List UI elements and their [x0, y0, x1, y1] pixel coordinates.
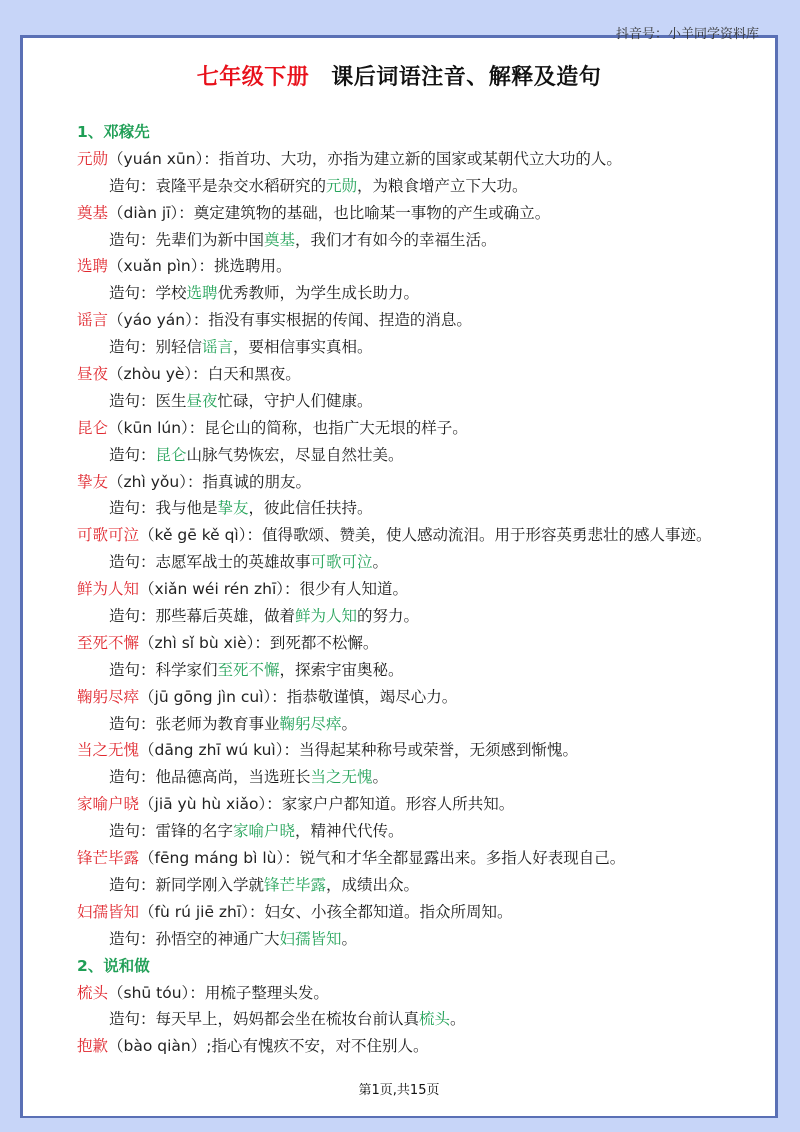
example-highlight: 梳头: [419, 1010, 451, 1029]
page-title: [23, 60, 775, 91]
example-label: 造句：: [109, 338, 156, 357]
vocab-separator: ：: [248, 902, 265, 921]
example-before: 张老师为教育事业: [155, 714, 280, 733]
vocab-separator: ：: [188, 418, 205, 437]
example-after: ，为粮食增产立下大功。: [357, 176, 528, 195]
vocab-definition: 昆仑山的简称，也指广大无垠的样子。: [204, 418, 468, 437]
example-label: 造句：: [109, 822, 156, 841]
example-label: 造句：: [109, 768, 156, 787]
section-heading: 2、说和做: [77, 956, 150, 975]
vocab-entry: [77, 307, 765, 334]
vocab-pinyin: （jū gōng jìn cuì）: [139, 687, 272, 706]
example-after: ，要相信事实真相。: [233, 338, 373, 357]
example-sentence: [77, 495, 765, 522]
example-before: 每天早上，妈妈都会坐在梳妆台前认真: [155, 1010, 420, 1029]
example-before: 他品德高尚，当选班长: [155, 768, 311, 787]
vocab-word: 奠基: [77, 203, 109, 222]
example-label: 造句：: [109, 660, 156, 679]
vocab-separator: ：: [198, 257, 214, 276]
example-highlight: 元勋: [326, 176, 358, 195]
vocab-entry: [77, 469, 765, 496]
example-sentence: [77, 603, 765, 630]
example-sentence: [77, 388, 765, 415]
example-sentence: [77, 442, 765, 469]
example-before: 雷锋的名字: [155, 822, 234, 841]
vocab-pinyin: （dāng zhī wú kuì）: [139, 741, 284, 760]
vocab-definition: 很少有人知道。: [299, 580, 409, 599]
example-sentence: [77, 657, 765, 684]
vocab-word: 至死不懈: [77, 633, 140, 652]
vocab-definition: 值得歌颂、赞美，使人感动流泪。用于形容英勇悲壮的感人事迹。: [262, 526, 712, 545]
vocab-separator: ：: [192, 311, 209, 330]
vocab-definition: 白天和黑夜。: [207, 365, 301, 384]
vocab-separator: ：: [284, 580, 300, 599]
vocab-definition: 当得起某种称号或荣誉，无须感到惭愧。: [298, 741, 578, 760]
vocab-word: 梳头: [77, 983, 109, 1002]
example-after: ，精神代代传。: [295, 822, 404, 841]
vocab-pinyin: （xiǎn wéi rén zhī）: [139, 580, 285, 599]
example-highlight: 挚友: [217, 499, 249, 518]
example-label: 造句：: [109, 284, 156, 303]
vocab-word: 元勋: [77, 149, 109, 168]
section-heading: 1、邓稼先: [77, 123, 150, 141]
vocab-entry: [77, 630, 765, 657]
vocab-separator: ：: [192, 365, 208, 384]
vocab-pinyin: （zhì sǐ bù xiè）: [139, 633, 255, 652]
example-highlight: 鞠躬尽瘁: [279, 714, 342, 733]
example-before: 新同学刚入学就: [155, 875, 265, 894]
vocab-separator: ：: [186, 472, 203, 491]
vocab-separator: ：: [284, 849, 300, 868]
vocab-definition: 锐气和才华全都显露出来。多指人好表现自己。: [299, 849, 626, 868]
vocab-definition: 奠定建筑物的基础，也比喻某一事物的产生或确立。: [193, 203, 551, 222]
vocab-word: 谣言: [77, 311, 109, 330]
example-sentence: [77, 227, 765, 254]
vocab-word: 当之无愧: [77, 741, 140, 760]
example-label: 造句：: [109, 607, 156, 626]
vocab-separator: ：: [283, 741, 299, 760]
vocab-word: 鲜为人知: [77, 580, 140, 599]
example-sentence: [77, 173, 765, 200]
vocab-separator: ;: [206, 1037, 212, 1056]
vocab-definition: 指真诚的朋友。: [202, 472, 311, 491]
example-before: 那些幕后英雄，做着: [155, 607, 296, 626]
vocab-definition: 妇女、小孩全都知道。指众所周知。: [264, 902, 513, 921]
vocab-entry: [77, 200, 765, 227]
vocab-definition: 指心有愧疚不安，对不住别人。: [211, 1037, 429, 1056]
example-before: 科学家们: [155, 660, 218, 679]
example-highlight: 昼夜: [186, 391, 218, 410]
example-before: 志愿军战士的英雄故事: [155, 553, 311, 572]
vocab-definition: 指恭敬谨慎，竭尽心力。: [286, 687, 458, 706]
example-highlight: 昆仑: [155, 445, 187, 464]
example-label: 造句：: [109, 714, 156, 733]
example-label: 造句：: [109, 875, 156, 894]
vocab-entry: [77, 253, 765, 280]
vocab-pinyin: （bào qiàn）: [108, 1037, 207, 1056]
example-after: ，彼此信任扶持。: [248, 499, 373, 518]
vocab-entry: [77, 899, 765, 926]
vocab-entry: [77, 980, 765, 1007]
document-page: [20, 27, 778, 1118]
vocab-entry: [77, 684, 765, 711]
vocab-word: 家喻户晓: [77, 795, 140, 814]
vocab-definition: 挑选聘用。: [214, 257, 292, 276]
example-highlight: 当之无愧: [310, 768, 373, 787]
vocab-entry: [77, 737, 765, 764]
example-after: 。: [372, 553, 389, 572]
vocab-word: 鞠躬尽瘁: [77, 687, 140, 706]
vocab-definition: 指没有事实根据的传闻、捏造的消息。: [208, 311, 472, 330]
example-before: 袁隆平是杂交水稻研究的: [155, 176, 327, 195]
vocab-entry: [77, 576, 765, 603]
vocab-pinyin: （diàn jī）: [108, 203, 179, 222]
example-highlight: 可歌可泣: [310, 553, 373, 572]
example-after: 。: [450, 1010, 466, 1029]
example-label: 造句：: [109, 553, 156, 572]
vocab-separator: ：: [266, 795, 282, 814]
example-after: ，探索宇宙奥秘。: [279, 660, 404, 679]
vocab-separator: ：: [254, 633, 270, 652]
example-highlight: 至死不懈: [217, 660, 280, 679]
example-before: 别轻信: [155, 338, 203, 357]
example-label: 造句：: [109, 499, 156, 518]
vocab-word: 抱歉: [77, 1037, 109, 1056]
vocab-separator: ：: [178, 203, 194, 222]
example-highlight: 谣言: [202, 338, 234, 357]
example-highlight: 锋芒毕露: [264, 875, 327, 894]
vocab-entry: [77, 522, 765, 549]
vocab-pinyin: （yuán xūn）: [108, 149, 204, 168]
example-after: ，成绩出众。: [326, 875, 420, 894]
vocab-pinyin: （fù rú jiē zhī）: [139, 902, 249, 921]
example-label: 造句：: [109, 445, 156, 464]
example-sentence: [77, 280, 765, 307]
example-before: 学校: [155, 284, 187, 303]
example-sentence: [77, 764, 765, 791]
vocab-pinyin: （fēng máng bì lù）: [139, 849, 285, 868]
vocab-pinyin: （kě gē kě qì）: [139, 526, 247, 545]
example-sentence: [77, 872, 765, 899]
example-highlight: 鲜为人知: [295, 607, 358, 626]
example-label: 造句：: [109, 230, 156, 249]
vocab-entry: [77, 791, 765, 818]
vocab-definition: 指首功、大功，亦指为建立新的国家或某朝代立大功的人。: [218, 149, 622, 168]
vocab-definition: 到死都不松懈。: [269, 633, 379, 652]
vocab-separator: ：: [271, 687, 287, 706]
vocab-pinyin: （kūn lún）: [108, 418, 189, 437]
vocab-pinyin: （shū tóu）: [108, 983, 190, 1002]
example-sentence: [77, 1006, 765, 1033]
vocab-word: 可歌可泣: [77, 526, 140, 545]
title-grade: 七年级下册: [196, 65, 310, 90]
vocab-entry: [77, 845, 765, 872]
example-after: 。: [341, 714, 358, 733]
example-before: 先辈们为新中国: [155, 230, 265, 249]
vocab-word: 选聘: [77, 257, 109, 276]
vocabulary-list: [77, 119, 765, 1060]
vocab-pinyin: （xuǎn pìn）: [108, 257, 199, 276]
example-label: 造句：: [109, 391, 156, 410]
example-after: ，我们才有如今的幸福生活。: [295, 230, 497, 249]
example-before: 我与他是: [155, 499, 218, 518]
example-after: 忙碌，守护人们健康。: [217, 391, 373, 410]
title-main: 课后词语注音、解释及造句: [331, 65, 602, 90]
example-after: 。: [341, 929, 358, 948]
example-before: 孙悟空的神通广大: [155, 929, 280, 948]
example-after: 优秀教师，为学生成长助力。: [217, 284, 420, 303]
example-sentence: [77, 334, 765, 361]
vocab-word: 昆仑: [77, 418, 109, 437]
vocab-pinyin: （jiā yù hù xiǎo）: [139, 795, 267, 814]
example-after: 山脉气势恢宏，尽显自然壮美。: [186, 445, 404, 464]
vocab-separator: ：: [246, 526, 263, 545]
example-label: 造句：: [109, 176, 156, 195]
vocab-entry: [77, 146, 765, 173]
vocab-pinyin: （yáo yán）: [108, 311, 193, 330]
example-sentence: [77, 926, 765, 953]
example-highlight: 妇孺皆知: [279, 929, 342, 948]
vocab-entry: [77, 415, 765, 442]
vocab-entry: [77, 1033, 765, 1060]
vocab-pinyin: （zhòu yè）: [108, 365, 193, 384]
example-highlight: 选聘: [186, 284, 218, 303]
example-highlight: 奠基: [264, 230, 296, 249]
page-number: 第1页,共15页: [358, 1083, 440, 1098]
vocab-word: 妇孺皆知: [77, 902, 140, 921]
example-before: 医生: [155, 391, 187, 410]
example-label: 造句：: [109, 929, 156, 948]
vocab-word: 挚友: [77, 472, 109, 491]
vocab-definition: 用梳子整理头发。: [204, 983, 329, 1002]
vocab-word: 锋芒毕露: [77, 849, 140, 868]
example-after: 的努力。: [357, 607, 420, 626]
vocab-entry: [77, 361, 765, 388]
example-after: 。: [372, 768, 389, 787]
watermark: 抖音号：小羊同学资料库: [615, 27, 759, 42]
vocab-pinyin: （zhì yǒu）: [108, 472, 187, 491]
example-sentence: [77, 711, 765, 738]
example-label: 造句：: [109, 1010, 156, 1029]
vocab-separator: ：: [189, 983, 205, 1002]
example-highlight: 家喻户晓: [233, 822, 296, 841]
vocab-definition: 家家户户都知道。形容人所共知。: [281, 795, 515, 814]
vocab-word: 昼夜: [77, 365, 109, 384]
vocab-separator: ：: [203, 149, 219, 168]
example-sentence: [77, 549, 765, 576]
example-sentence: [77, 818, 765, 845]
